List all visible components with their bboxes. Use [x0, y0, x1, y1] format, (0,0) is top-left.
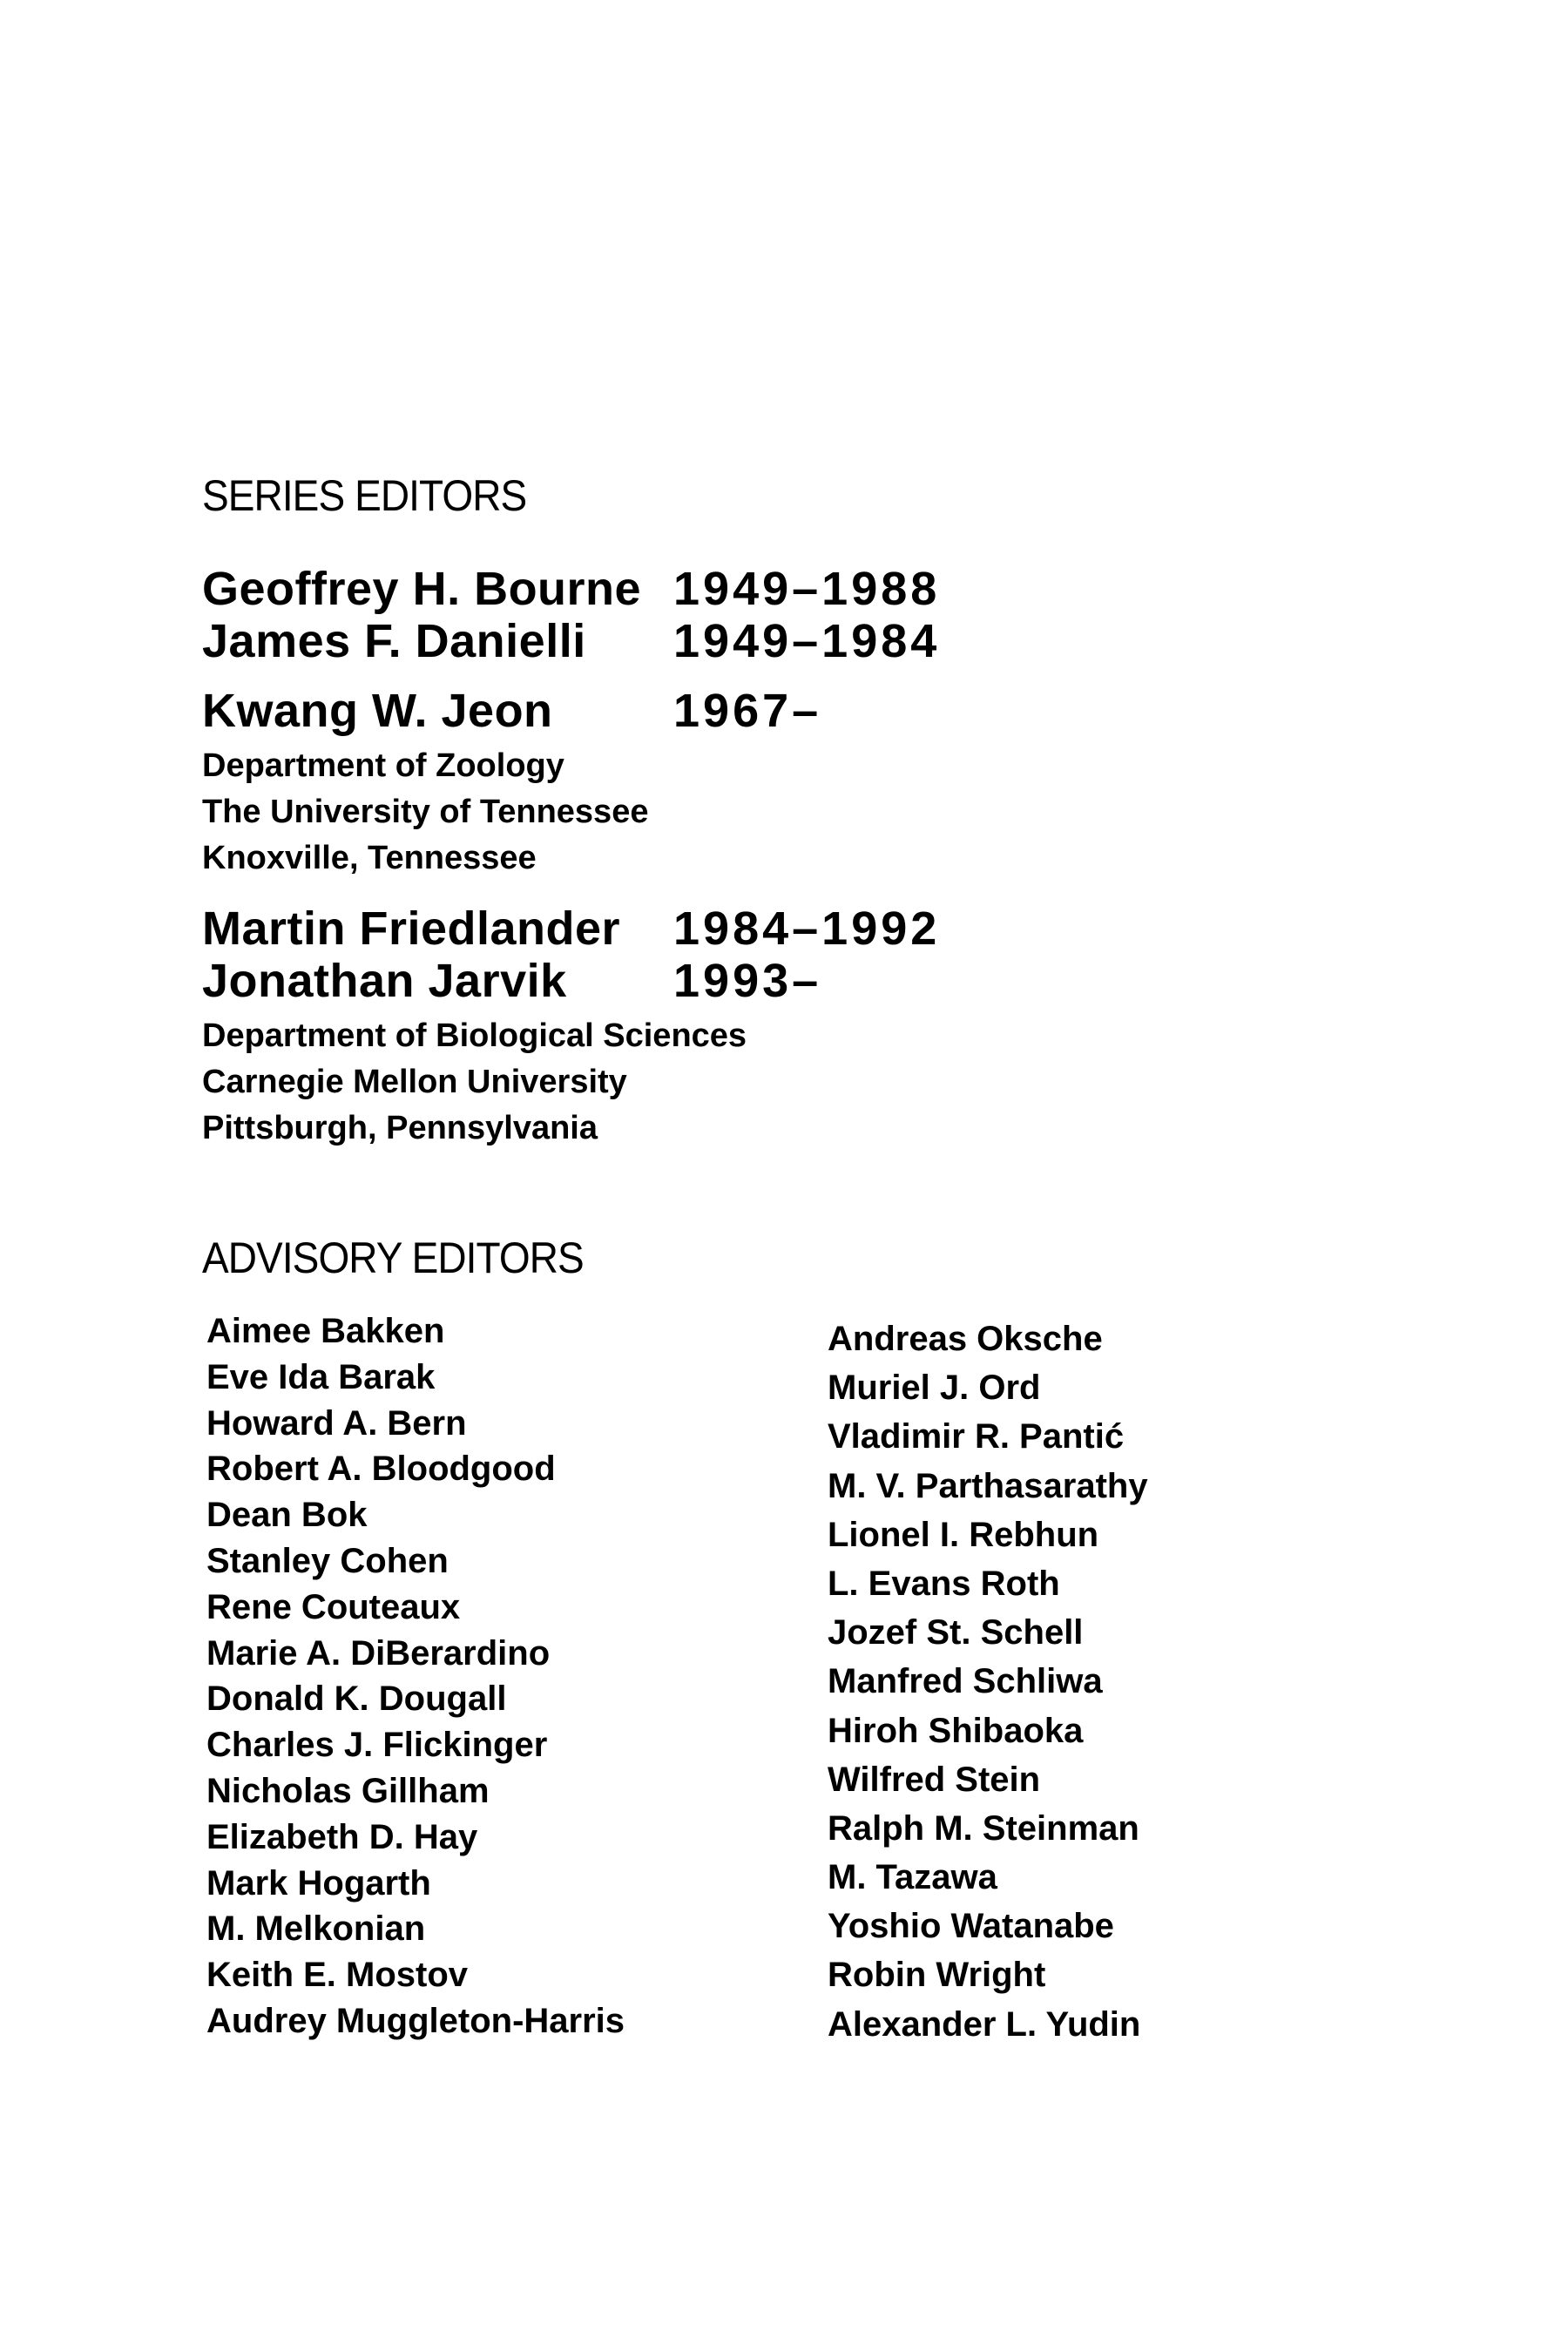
affiliation-location-pittsburgh: Pittsburgh, Pennsylvania [202, 1110, 598, 1146]
editor-years-jarvik: 1993– [673, 955, 822, 1007]
list-item: Lionel I. Rebhun [828, 1515, 1099, 1554]
list-item: Charles J. Flickinger [206, 1726, 548, 1765]
list-item: Robin Wright [828, 1956, 1046, 1995]
list-item: Elizabeth D. Hay [206, 1817, 478, 1856]
advisory-editors-right-column [828, 1315, 1148, 2049]
list-item: Donald K. Dougall [206, 1680, 507, 1719]
editor-name-danielli: James F. Danielli [202, 615, 586, 667]
list-item: Jozef St. Schell [828, 1613, 1084, 1652]
editor-name-friedlander: Martin Friedlander [202, 902, 621, 955]
list-item: Keith E. Mostov [206, 1956, 469, 1995]
list-item: Howard A. Bern [206, 1403, 467, 1443]
editor-years-jeon: 1967– [673, 685, 822, 737]
editor-years-bourne: 1949–1988 [673, 563, 941, 615]
list-item: Eve Ida Barak [206, 1357, 436, 1396]
advisory-editors-left-column [206, 1308, 625, 2044]
list-item: Alexander L. Yudin [828, 2004, 1141, 2044]
list-item: Andreas Oksche [828, 1320, 1103, 1358]
list-item: Robert A. Bloodgood [206, 1450, 556, 1489]
list-item: Ralph M. Steinman [828, 1808, 1139, 1848]
list-item: Dean Bok [206, 1496, 368, 1535]
editor-name-jarvik: Jonathan Jarvik [202, 955, 567, 1007]
list-item: Nicholas Gillham [206, 1771, 490, 1810]
editor-years-danielli: 1949–1984 [673, 615, 941, 667]
list-item: M. Tazawa [828, 1858, 997, 1897]
affiliation-location-knoxville: Knoxville, Tennessee [202, 840, 537, 876]
list-item: M. Melkonian [206, 1909, 426, 1949]
editor-name-bourne: Geoffrey H. Bourne [202, 563, 642, 615]
advisory-editors-heading: ADVISORY EDITORS [202, 1233, 584, 1282]
editor-name-jeon: Kwang W. Jeon [202, 685, 553, 737]
list-item: Manfred Schliwa [828, 1662, 1103, 1701]
list-item: Wilfred Stein [828, 1760, 1041, 1799]
list-item: Marie A. DiBerardino [206, 1633, 551, 1673]
affiliation-department-biological-sciences: Department of Biological Sciences [202, 1017, 747, 1054]
list-item: Stanley Cohen [206, 1541, 449, 1580]
list-item: L. Evans Roth [828, 1564, 1060, 1603]
list-item: M. V. Parthasarathy [828, 1466, 1148, 1505]
series-editors-heading: SERIES EDITORS [202, 471, 527, 520]
list-item: Rene Couteaux [206, 1587, 461, 1626]
list-item: Muriel J. Ord [828, 1369, 1041, 1408]
list-item: Hiroh Shibaoka [828, 1711, 1084, 1750]
list-item: Vladimir R. Pantić [828, 1417, 1125, 1456]
list-item: Audrey Muggleton-Harris [206, 2001, 625, 2040]
list-item: Aimee Bakken [206, 1312, 445, 1350]
list-item: Mark Hogarth [206, 1863, 431, 1903]
list-item: Yoshio Watanabe [828, 1907, 1114, 1946]
editor-years-friedlander: 1984–1992 [673, 902, 941, 955]
affiliation-university-carnegie-mellon: Carnegie Mellon University [202, 1064, 627, 1100]
affiliation-department-zoology: Department of Zoology [202, 747, 564, 784]
affiliation-university-tennessee: The University of Tennessee [202, 794, 649, 830]
